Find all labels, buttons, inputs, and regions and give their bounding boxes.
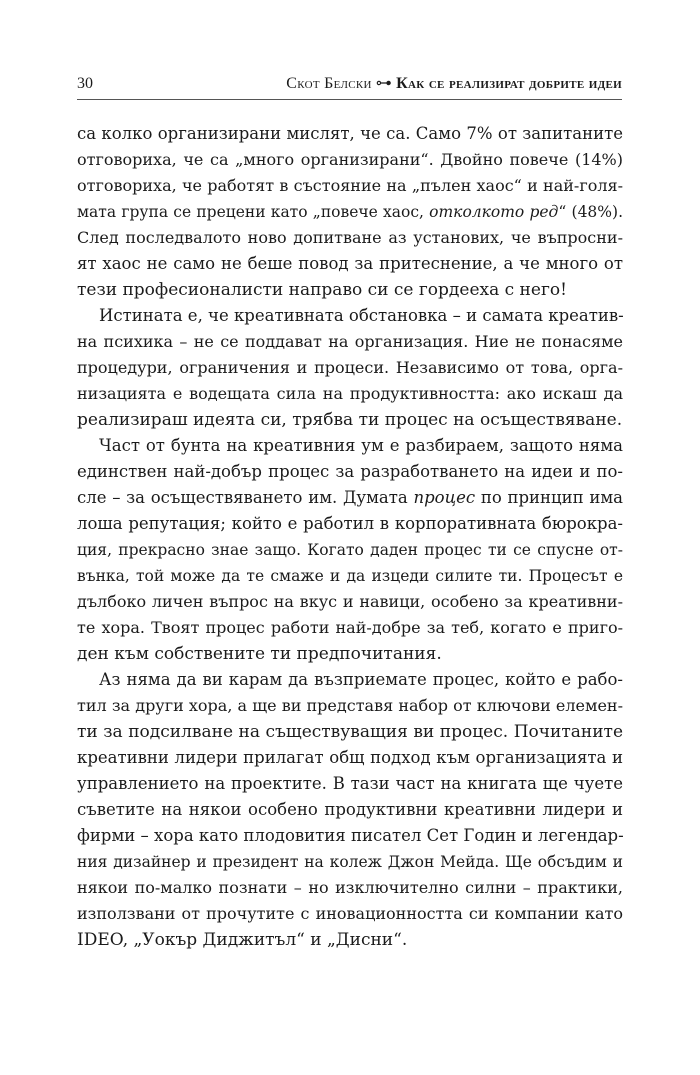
emphasis: отколкото ред	[429, 203, 559, 221]
text-line: фирми – хора като плодовития писател Сет Годин и легендар-	[77, 826, 624, 845]
body-text	[77, 121, 623, 953]
emphasis: процес	[413, 488, 476, 507]
text-line: те хора. Твоят процес работи най-добре за теб, когато е приго-	[77, 618, 623, 637]
text-line: тези професионалисти направо си се гордееха с него!	[77, 280, 567, 300]
text-line: ден към собствените ти предпочитания.	[77, 644, 442, 664]
text-line: единствен най-добър процес за разработването на идеи и по-	[77, 462, 623, 481]
text-line: отговориха, че работят в състояние на „пълен хаос“ и най-голя-	[77, 176, 623, 195]
text-line: ция, прекрасно знае защо. Когато даден процес ти се спусне от-	[77, 541, 623, 559]
text-line: лоша репутация; който е работил в корпоративната бюрокра-	[77, 514, 623, 533]
text-line: тил за други хора, а ще ви представя набор от ключови елемен-	[77, 696, 623, 715]
text-line: низацията е водещата сила на продуктивността: ако искаш да	[77, 384, 623, 403]
text-line: вънка, той може да те смаже и да изцеди силите ти. Процесът е	[77, 567, 623, 585]
text-line: Част от бунта на креативния ум е разбираем, защото няма	[99, 436, 623, 455]
text-line: съветите на някои особено продуктивни креативни лидери и	[77, 800, 623, 819]
text-line: отговориха, че са „много организирани“. Двойно повече (14%)	[77, 150, 623, 169]
text-line: управлението на проектите. В тази част на книгата ще чуете	[77, 774, 623, 793]
text-line: Аз няма да ви карам да възприемате процес, който е рабо-	[99, 670, 623, 689]
running-head	[286, 74, 622, 94]
text-line: мата група се прецени като „повече хаос, отколкото ред“ (48%).	[77, 203, 623, 221]
text-line: дълбоко личен въпрос на вкус и навици, особено за креативни-	[77, 592, 623, 611]
text-line: ти за подсилване на съществуващия ви процес. Почитаните	[77, 722, 623, 742]
text-line: креативни лидери прилагат общ подход към организацията и	[77, 748, 623, 767]
running-head-author: Скот Белски	[286, 75, 372, 92]
text-line: ят хаос не само не беше повод за притеснение, а че много от	[77, 254, 623, 273]
page-number: 30	[77, 75, 93, 92]
header-rule	[77, 99, 622, 100]
text-line: процедури, ограничения и процеси. Независимо от това, орга-	[77, 358, 623, 377]
text-line: на психика – не се поддават на организация. Ние не понасяме	[77, 332, 623, 351]
text-line: Истината е, че креативната обстановка – и самата креатив-	[99, 306, 624, 325]
text-line: използвани от прочутите с иновационността си компании като	[77, 904, 623, 923]
text-line: След последвалото ново допитване аз установих, че въпросни-	[77, 228, 623, 247]
text-line: са колко организирани мислят, че са. Само 7% от запитаните	[77, 124, 623, 143]
text-line: някои по-малко познати – но изключително силни – практики,	[77, 878, 623, 897]
text-line: ния дизайнер и президент на колеж Джон Мейда. Ще обсъдим и	[77, 853, 623, 871]
text-line: реализираш идеята си, трябва ти процес на осъществяване.	[77, 410, 623, 430]
running-header	[77, 74, 622, 94]
text-line: сле – за осъществяването им. Думата процес по принцип има	[77, 488, 623, 507]
running-head-arrow-icon: ⊶	[375, 75, 393, 92]
running-head-book-title: Как се реализират добрите идеи	[396, 75, 622, 92]
text-line: IDEO, „Уокър Диджитъл“ и „Дисни“.	[77, 930, 408, 950]
